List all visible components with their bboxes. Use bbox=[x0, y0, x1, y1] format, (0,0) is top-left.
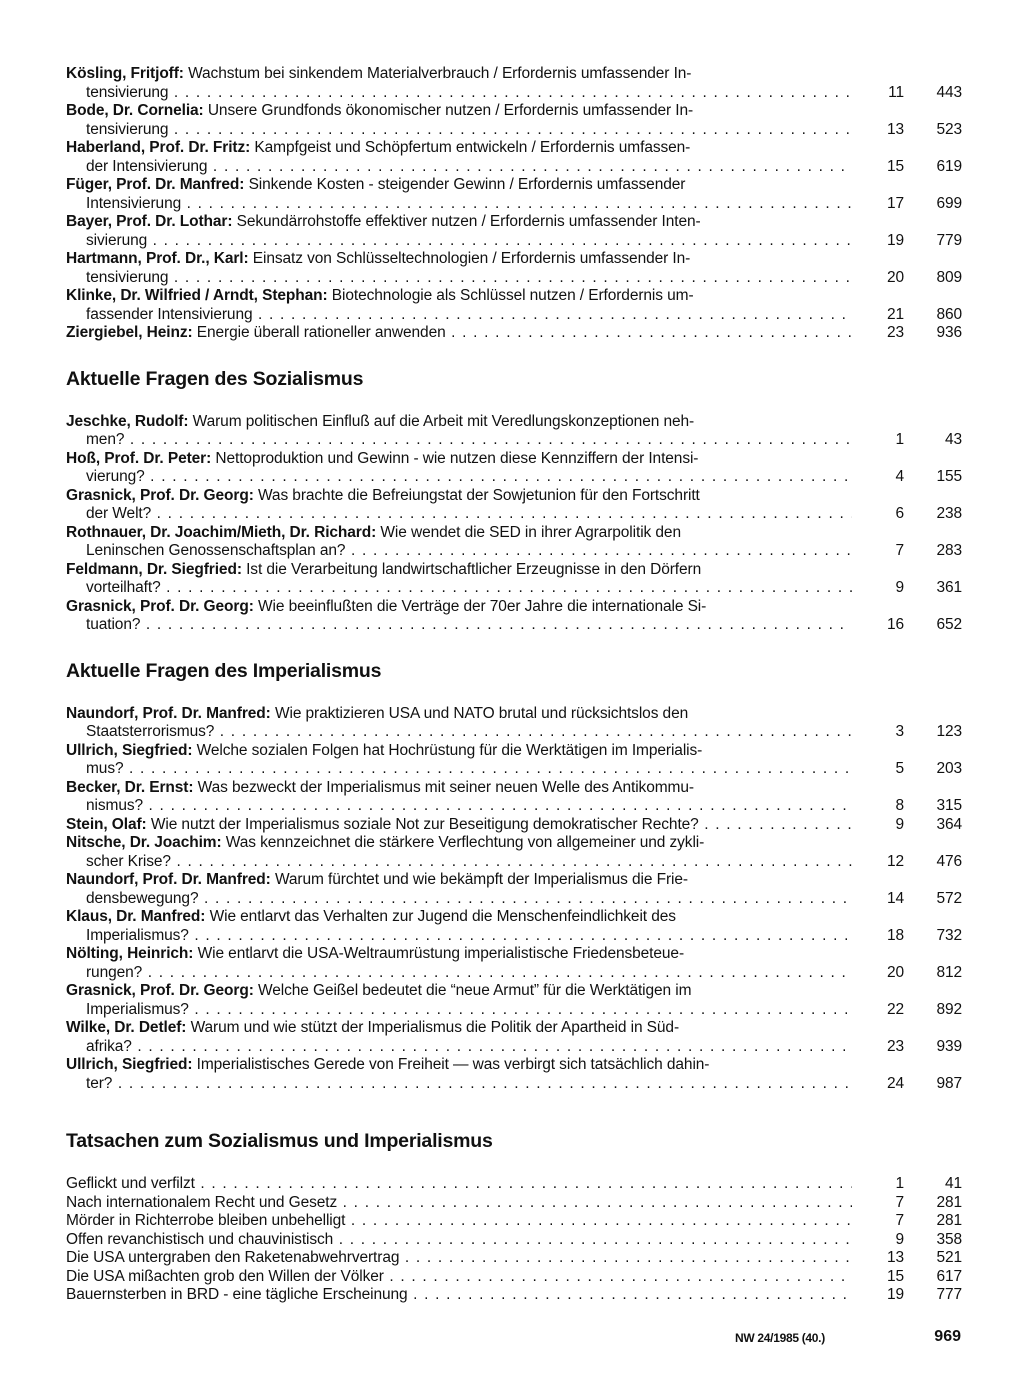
entry-page-number: 860 bbox=[936, 305, 962, 323]
entry-line bbox=[66, 250, 852, 269]
entry-numbers bbox=[852, 505, 962, 524]
index-entry bbox=[66, 871, 962, 908]
entry-page-number: 777 bbox=[936, 1286, 962, 1303]
entry-title-continuation: tensivierung . . . bbox=[66, 84, 852, 103]
entry-line bbox=[66, 834, 852, 853]
entry-page-number: 652 bbox=[936, 616, 962, 633]
entry-title: Sinkende Kosten - steigender Gewinn / Erfordernis umfassender bbox=[244, 176, 686, 193]
entry-numbers bbox=[852, 306, 962, 325]
entry-page-number: 361 bbox=[936, 579, 962, 596]
entry-title: Wie beeinflußten die Verträge der 70er Jahre die internationale Si- bbox=[253, 597, 707, 615]
entry-title-continuation: men? . . . bbox=[66, 431, 852, 450]
entry-page-number: 809 bbox=[936, 268, 962, 286]
entry-title-continuation: afrika? . . . bbox=[66, 1038, 852, 1057]
index-entry bbox=[66, 1212, 962, 1231]
entry-numbers bbox=[852, 1038, 962, 1057]
entry-title: Kampfgeist und Schöpfertum entwickeln / Erfordernis umfassen- bbox=[250, 139, 691, 156]
entry-line bbox=[66, 1231, 852, 1250]
entry-page-number: 699 bbox=[936, 194, 962, 212]
entry-title-continuation: nismus? . . . bbox=[66, 797, 852, 816]
entry-line bbox=[66, 1175, 852, 1194]
entry-title-continuation: rungen? . . . bbox=[66, 964, 852, 983]
entry-page-number: 155 bbox=[936, 468, 962, 485]
entry-author: Ziergiebel, Heinz: bbox=[66, 324, 193, 341]
entry-page-number: 281 bbox=[936, 1193, 962, 1211]
footer-page-number: 969 bbox=[934, 1328, 961, 1345]
entry-issue-number: 12 bbox=[886, 852, 904, 870]
entry-numbers bbox=[852, 542, 962, 561]
entry-title: Biotechnologie als Schlüssel nutzen / Erfordernis um- bbox=[327, 287, 694, 304]
index-entry bbox=[66, 139, 962, 176]
entry-title: Was brachte die Befreiungstat der Sowjetunion für den Fortschritt bbox=[253, 486, 700, 504]
entry-title: Geflickt und verfilzt bbox=[66, 1175, 195, 1192]
entry-issue-number: 11 bbox=[888, 83, 904, 101]
entry-line bbox=[66, 779, 852, 798]
entry-author: Füger, Prof. Dr. Manfred: bbox=[66, 176, 245, 193]
entry-title-continuation: Leninschen Genossenschaftsplan an? . . . bbox=[66, 542, 852, 561]
entry-title: Mörder in Richterrobe bleiben unbehelligt bbox=[66, 1212, 346, 1229]
entry-page-number: 572 bbox=[936, 889, 962, 907]
entry-numbers bbox=[852, 1001, 962, 1020]
entry-title-continuation: densbewegung? . . . bbox=[66, 890, 852, 909]
entry-issue-number: 22 bbox=[886, 1000, 904, 1018]
index-entry bbox=[66, 213, 962, 250]
entry-issue-number: 3 bbox=[895, 723, 904, 740]
entry-line bbox=[66, 524, 852, 543]
index-entry bbox=[66, 1249, 962, 1268]
index-entry bbox=[66, 816, 962, 835]
entry-title: Sekundärrohstoffe effektiver nutzen / Erfordernis umfassender Inten- bbox=[232, 213, 701, 230]
entry-title: Wie entlarvt das Verhalten zur Jugend die Menschenfeindlichkeit des bbox=[205, 908, 676, 925]
index-entry bbox=[66, 250, 962, 287]
entry-line bbox=[66, 908, 852, 927]
entry-numbers bbox=[852, 579, 962, 598]
index-entry bbox=[66, 598, 962, 635]
entry-title-continuation: tuation? . . . bbox=[66, 616, 852, 635]
index-entry bbox=[66, 324, 962, 343]
index-entry bbox=[66, 742, 962, 779]
entry-title: Wachstum bei sinkendem Materialverbrauch / Erfordernis umfassender In- bbox=[183, 65, 692, 82]
entry-title: Warum und wie stützt der Imperialismus die Politik der Apartheid in Süd- bbox=[186, 1019, 680, 1036]
entry-issue-number: 14 bbox=[886, 889, 904, 907]
entry-issue-number: 21 bbox=[886, 305, 904, 323]
entry-issue-number: 13 bbox=[886, 1249, 904, 1266]
entry-title-continuation: Imperialismus? . . . bbox=[66, 927, 852, 946]
entry-numbers bbox=[852, 468, 962, 487]
entry-numbers bbox=[852, 324, 962, 343]
entry-line bbox=[66, 982, 852, 1001]
index-entry bbox=[66, 65, 962, 102]
entry-numbers bbox=[852, 723, 962, 742]
entry-numbers bbox=[852, 797, 962, 816]
entry-page-number: 281 bbox=[936, 1212, 962, 1229]
entry-title-continuation: scher Krise? . . . bbox=[66, 853, 852, 872]
index-entry bbox=[66, 524, 962, 561]
entry-page-number: 936 bbox=[936, 324, 962, 341]
entry-title-continuation: Staatsterrorismus? . . . bbox=[66, 723, 852, 742]
entry-title-continuation: Intensivierung . . . bbox=[66, 195, 852, 214]
entry-numbers bbox=[852, 269, 962, 288]
entry-page-number: 521 bbox=[936, 1249, 962, 1266]
entry-line bbox=[66, 450, 852, 469]
index-entry bbox=[66, 1019, 962, 1056]
entry-line bbox=[66, 1286, 852, 1305]
entry-issue-number: 7 bbox=[895, 542, 904, 559]
entry-issue-number: 24 bbox=[886, 1074, 904, 1092]
entry-author: Grasnick, Prof. Dr. Georg: bbox=[66, 597, 254, 615]
entry-line bbox=[66, 65, 852, 84]
entry-line bbox=[66, 324, 852, 343]
footer-issue-reference: NW 24/1985 (40.) bbox=[735, 1331, 825, 1345]
entry-title-continuation: vierung? . . . bbox=[66, 468, 852, 487]
entry-line bbox=[66, 1194, 852, 1213]
entry-title: Nettoproduktion und Gewinn - wie nutzen diese Kennziffern der Intensi- bbox=[211, 449, 699, 467]
entry-numbers bbox=[852, 1231, 962, 1250]
entry-page-number: 364 bbox=[936, 815, 962, 833]
entry-issue-number: 1 bbox=[895, 431, 904, 448]
section-title: Aktuelle Fragen des Imperialismus bbox=[66, 659, 382, 682]
entry-author: Bayer, Prof. Dr. Lothar: bbox=[66, 213, 233, 230]
entry-numbers bbox=[852, 853, 962, 872]
entry-title: Die USA untergraben den Raketenabwehrvertrag bbox=[66, 1249, 400, 1266]
entry-title-continuation: tensivierung . . . bbox=[66, 269, 852, 288]
index-entry bbox=[66, 1268, 962, 1287]
entry-title: Was kennzeichnet die stärkere Verflechtung von allgemeiner und zykli- bbox=[221, 834, 705, 851]
entry-issue-number: 9 bbox=[895, 815, 904, 833]
entry-issue-number: 20 bbox=[886, 268, 904, 286]
entry-page-number: 892 bbox=[936, 1000, 962, 1018]
entry-issue-number: 23 bbox=[886, 324, 904, 341]
entry-numbers bbox=[852, 121, 962, 140]
entry-numbers bbox=[852, 1212, 962, 1231]
entry-issue-number: 1 bbox=[895, 1175, 904, 1192]
entry-page-number: 732 bbox=[936, 926, 962, 944]
entry-author: Bode, Dr. Cornelia: bbox=[66, 102, 204, 119]
entry-page-number: 358 bbox=[936, 1230, 962, 1248]
entry-author: Kösling, Fritjoff: bbox=[66, 65, 184, 82]
entry-page-number: 779 bbox=[936, 231, 962, 249]
entry-author: Hartmann, Prof. Dr., Karl: bbox=[66, 250, 249, 267]
entry-line bbox=[66, 598, 852, 617]
entry-issue-number: 9 bbox=[895, 1230, 904, 1248]
entry-line bbox=[66, 1268, 852, 1287]
entry-issue-number: 18 bbox=[886, 926, 904, 944]
index-entry bbox=[66, 1056, 962, 1093]
entry-numbers bbox=[852, 760, 962, 779]
entry-page-number: 812 bbox=[936, 963, 962, 981]
entry-title: Unsere Grundfonds ökonomischer nutzen / Erfordernis umfassender In- bbox=[203, 102, 694, 119]
entry-title: Imperialistisches Gerede von Freiheit — was verbirgt sich tatsächlich dahin- bbox=[192, 1056, 710, 1073]
entry-numbers bbox=[852, 890, 962, 909]
entry-author: Wilke, Dr. Detlef: bbox=[66, 1019, 187, 1036]
entry-author: Jeschke, Rudolf: bbox=[66, 412, 189, 430]
entry-line bbox=[66, 945, 852, 964]
entry-title-continuation: mus? . . . bbox=[66, 760, 852, 779]
entry-author: Klaus, Dr. Manfred: bbox=[66, 908, 206, 925]
entry-issue-number: 5 bbox=[895, 760, 904, 777]
entry-line bbox=[66, 1056, 852, 1075]
entry-numbers bbox=[852, 1194, 962, 1213]
entry-issue-number: 4 bbox=[895, 468, 904, 485]
entry-line bbox=[66, 816, 852, 835]
entry-title: Wie nutzt der Imperialismus soziale Not zur Beseitigung demokratischer Rechte? bbox=[146, 815, 699, 833]
entry-issue-number: 7 bbox=[895, 1212, 904, 1229]
index-entry bbox=[66, 1231, 962, 1250]
entry-title: Was bezweckt der Imperialismus mit seiner neuen Welle des Antikommu- bbox=[193, 778, 694, 796]
entry-numbers bbox=[852, 1286, 962, 1305]
entry-title: Wie entlarvt die USA-Weltraumrüstung imperialistische Friedensbeteue- bbox=[193, 945, 685, 962]
entry-page-number: 238 bbox=[936, 505, 962, 522]
entry-numbers bbox=[852, 431, 962, 450]
entry-numbers bbox=[852, 927, 962, 946]
entry-title-continuation: der Welt? . . . bbox=[66, 505, 852, 524]
entry-author: Nitsche, Dr. Joachim: bbox=[66, 834, 222, 851]
entry-numbers bbox=[852, 816, 962, 835]
entry-numbers bbox=[852, 964, 962, 983]
entry-author: Naundorf, Prof. Dr. Manfred: bbox=[66, 704, 271, 722]
entry-numbers bbox=[852, 616, 962, 635]
entry-author: Klinke, Dr. Wilfried / Arndt, Stephan: bbox=[66, 287, 328, 304]
index-entry bbox=[66, 176, 962, 213]
index-entry bbox=[66, 1194, 962, 1213]
entry-author: Stein, Olaf: bbox=[66, 815, 147, 833]
index-entry bbox=[66, 102, 962, 139]
entry-title: Warum fürchtet und wie bekämpft der Imperialismus die Frie- bbox=[270, 871, 688, 888]
entry-title: Nach internationalem Recht und Gesetz bbox=[66, 1193, 338, 1211]
entry-page-number: 939 bbox=[936, 1037, 962, 1055]
entry-title: Einsatz von Schlüsseltechnologien / Erfordernis umfassender In- bbox=[248, 250, 691, 267]
entry-page-number: 476 bbox=[936, 852, 962, 870]
entry-numbers bbox=[852, 1268, 962, 1287]
entry-title-continuation: tensivierung . . . bbox=[66, 121, 852, 140]
entry-line bbox=[66, 871, 852, 890]
entry-issue-number: 6 bbox=[895, 505, 904, 522]
entry-page-number: 43 bbox=[944, 431, 962, 448]
entry-line bbox=[66, 413, 852, 432]
entry-title: Energie überall rationeller anwenden bbox=[192, 324, 446, 341]
entry-numbers bbox=[852, 1075, 962, 1094]
entry-issue-number: 15 bbox=[886, 1267, 904, 1285]
entry-page-number: 123 bbox=[936, 723, 962, 740]
entry-numbers bbox=[852, 232, 962, 251]
entry-page-number: 443 bbox=[936, 83, 962, 101]
entry-author: Ullrich, Siegfried: bbox=[66, 741, 193, 759]
index-entry bbox=[66, 287, 962, 324]
entry-issue-number: 20 bbox=[886, 963, 904, 981]
entry-line bbox=[66, 213, 852, 232]
entry-title: Die USA mißachten grob den Willen der Völker bbox=[66, 1267, 384, 1285]
entry-title-continuation: sivierung . . . bbox=[66, 232, 852, 251]
entry-issue-number: 9 bbox=[895, 579, 904, 596]
entry-issue-number: 16 bbox=[886, 616, 904, 633]
entry-issue-number: 19 bbox=[886, 1286, 904, 1303]
entry-issue-number: 8 bbox=[895, 797, 904, 814]
index-entry bbox=[66, 561, 962, 598]
entry-title: Bauernsterben in BRD - eine tägliche Erscheinung bbox=[66, 1286, 408, 1303]
entry-line bbox=[66, 487, 852, 506]
entry-issue-number: 19 bbox=[886, 231, 904, 249]
entry-author: Grasnick, Prof. Dr. Georg: bbox=[66, 982, 254, 999]
entry-page-number: 987 bbox=[936, 1074, 962, 1092]
entry-page-number: 203 bbox=[936, 760, 962, 777]
entry-issue-number: 13 bbox=[886, 120, 904, 138]
entry-line bbox=[66, 561, 852, 580]
entry-line bbox=[66, 176, 852, 195]
entry-title: Welche Geißel bedeutet die “neue Armut” für die Werktätigen im bbox=[253, 982, 692, 999]
entry-page-number: 41 bbox=[944, 1175, 962, 1192]
entry-numbers bbox=[852, 158, 962, 177]
entry-line bbox=[66, 102, 852, 121]
index-content bbox=[66, 65, 962, 1305]
index-entry bbox=[66, 705, 962, 742]
entry-line bbox=[66, 1212, 852, 1231]
entry-issue-number: 15 bbox=[886, 157, 904, 175]
index-entry bbox=[66, 1286, 962, 1305]
index-entry bbox=[66, 413, 962, 450]
index-entry bbox=[66, 487, 962, 524]
entry-line bbox=[66, 742, 852, 761]
entry-author: Nölting, Heinrich: bbox=[66, 945, 194, 962]
entry-issue-number: 17 bbox=[886, 194, 904, 212]
entry-author: Ullrich, Siegfried: bbox=[66, 1056, 193, 1073]
entry-title: Welche sozialen Folgen hat Hochrüstung für die Werktätigen im Imperialis- bbox=[192, 741, 703, 759]
index-entry bbox=[66, 450, 962, 487]
entry-title-continuation: ter? . . . bbox=[66, 1075, 852, 1094]
index-entry bbox=[66, 779, 962, 816]
entry-author: Haberland, Prof. Dr. Fritz: bbox=[66, 139, 251, 156]
entry-numbers bbox=[852, 84, 962, 103]
index-entry bbox=[66, 945, 962, 982]
entry-author: Feldmann, Dr. Siegfried: bbox=[66, 560, 242, 578]
index-entry bbox=[66, 982, 962, 1019]
entry-numbers bbox=[852, 1249, 962, 1268]
entry-title-continuation: fassender Intensivierung . . . bbox=[66, 306, 852, 325]
index-entry bbox=[66, 834, 962, 871]
entry-numbers bbox=[852, 195, 962, 214]
section-title: Tatsachen zum Sozialismus und Imperialismus bbox=[66, 1130, 493, 1152]
entry-title: Warum politischen Einfluß auf die Arbeit mit Veredlungskonzeptionen neh- bbox=[188, 412, 695, 430]
entry-issue-number: 23 bbox=[886, 1037, 904, 1055]
entry-author: Hoß, Prof. Dr. Peter: bbox=[66, 449, 212, 467]
entry-title: Wie praktizieren USA und NATO brutal und rücksichtslos den bbox=[270, 704, 689, 722]
entry-title: Wie wendet die SED in ihrer Agrarpolitik den bbox=[376, 523, 681, 541]
entry-page-number: 619 bbox=[936, 157, 962, 175]
entry-author: Becker, Dr. Ernst: bbox=[66, 778, 194, 796]
entry-line bbox=[66, 1019, 852, 1038]
entry-page-number: 315 bbox=[936, 797, 962, 814]
entry-title-continuation: Imperialismus? . . . bbox=[66, 1001, 852, 1020]
index-entry bbox=[66, 1175, 962, 1194]
entry-author: Naundorf, Prof. Dr. Manfred: bbox=[66, 871, 271, 888]
entry-title-continuation: vorteilhaft? . . . bbox=[66, 579, 852, 598]
entry-numbers bbox=[852, 1175, 962, 1194]
entry-line bbox=[66, 1249, 852, 1268]
entry-page-number: 523 bbox=[936, 120, 962, 138]
section-title: Aktuelle Fragen des Sozialismus bbox=[66, 367, 364, 390]
entry-author: Grasnick, Prof. Dr. Georg: bbox=[66, 486, 254, 504]
entry-page-number: 617 bbox=[936, 1267, 962, 1285]
entry-line bbox=[66, 139, 852, 158]
entry-line bbox=[66, 287, 852, 306]
entry-line bbox=[66, 705, 852, 724]
entry-title-continuation: der Intensivierung . . . bbox=[66, 158, 852, 177]
index-entry bbox=[66, 908, 962, 945]
entry-author: Rothnauer, Dr. Joachim/Mieth, Dr. Richard: bbox=[66, 523, 377, 541]
entry-page-number: 283 bbox=[936, 542, 962, 559]
entry-title: Offen revanchistisch und chauvinistisch bbox=[66, 1230, 334, 1248]
entry-issue-number: 7 bbox=[895, 1193, 904, 1211]
entry-title: Ist die Verarbeitung landwirtschaftlicher Erzeugnisse in den Dörfern bbox=[241, 560, 702, 578]
